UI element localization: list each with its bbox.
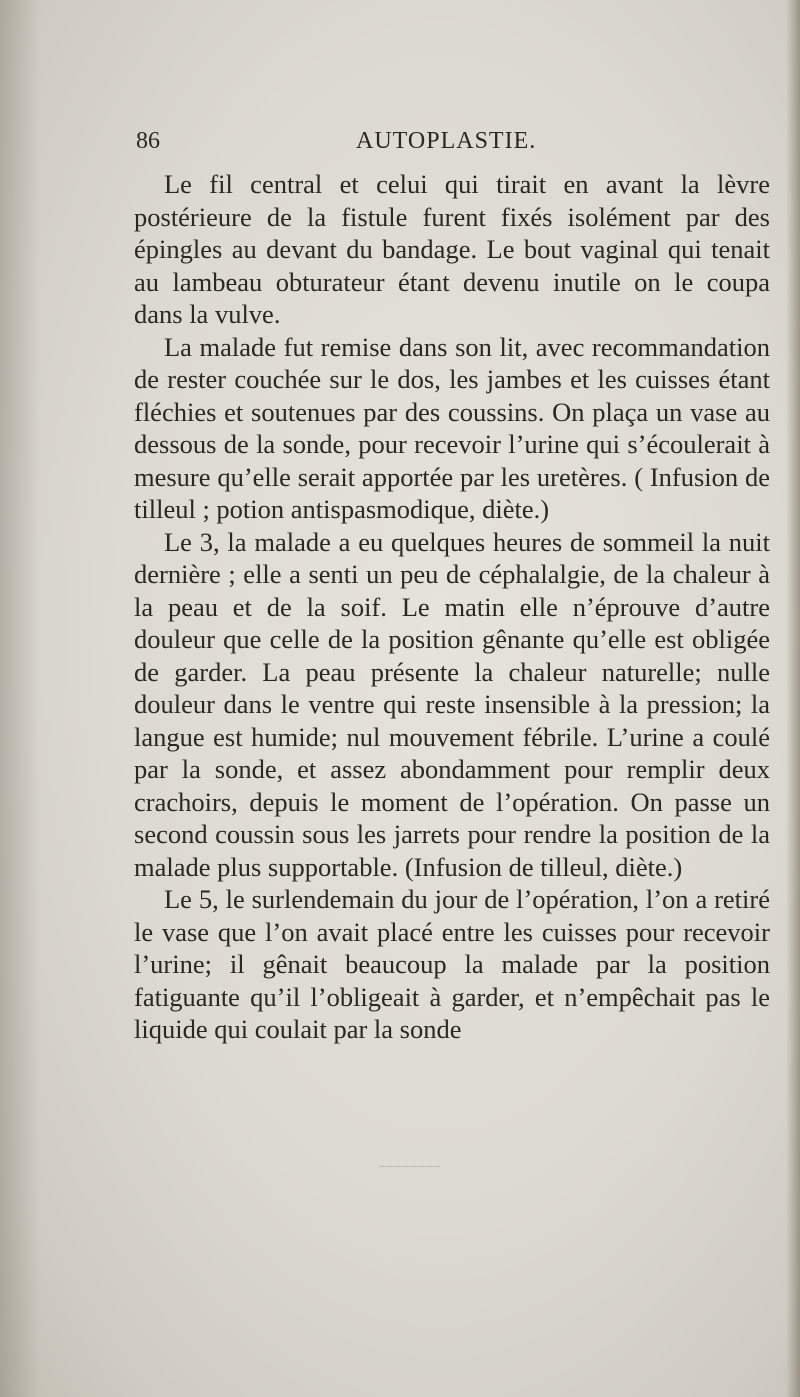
page-edge [786, 0, 800, 1397]
body-text [134, 168, 770, 1046]
page-header [136, 128, 768, 164]
footer-mark [380, 1166, 440, 1169]
running-title: AUTOPLASTIE. [356, 128, 537, 154]
paragraph: Le fil central et celui qui tirait en avant la lèvre postérieure de la fistule furent fixés isolément par des épingles au devant du bandage. Le bout vaginal qui tenait au lambeau obturateur étant devenu inutile on le coupa dans la vulve. [134, 169, 770, 329]
paragraph: Le 3, la malade a eu quelques heures de sommeil la nuit dernière ; elle a senti un peu de céphalalgie, de la chaleur à la peau et de la soif. Le matin elle n’éprouve d’autre douleur que celle de la position gênante qu’elle est obligée de garder. La peau présente la chaleur naturelle; nulle douleur dans le ventre qui reste insensible à la pression; la langue est humide; nul mouvement fébrile. L’urine a coulé par la sonde, et assez abondamment pour remplir deux crachoirs, depuis le moment de l’opération. On passe un second coussin sous les jarrets pour rendre la position de la malade plus supportable. (Infusion de tilleul, diète.) [134, 526, 770, 882]
paragraph: La malade fut remise dans son lit, avec recommandation de rester couchée sur le dos, les jambes et les cuisses étant fléchies et soutenues par des coussins. On plaça un vase au dessous de la sonde, pour recevoir l’urine qui s’écoulerait à mesure qu’elle serait apportée par les uretères. ( Infusion de tilleul ; potion antispasmodique, diète.) [134, 331, 770, 524]
page-number: 86 [136, 128, 160, 154]
paragraph: Le 5, le surlendemain du jour de l’opération, l’on a retiré le vase que l’on avait placé entre les cuisses pour recevoir l’urine; il gênait beaucoup la malade par la position fatiguante qu’il l’obligeait à garder, et n’empêchait pas le liquide qui coulait par la sonde [134, 884, 770, 1044]
page-gutter-shadow [0, 0, 40, 1397]
